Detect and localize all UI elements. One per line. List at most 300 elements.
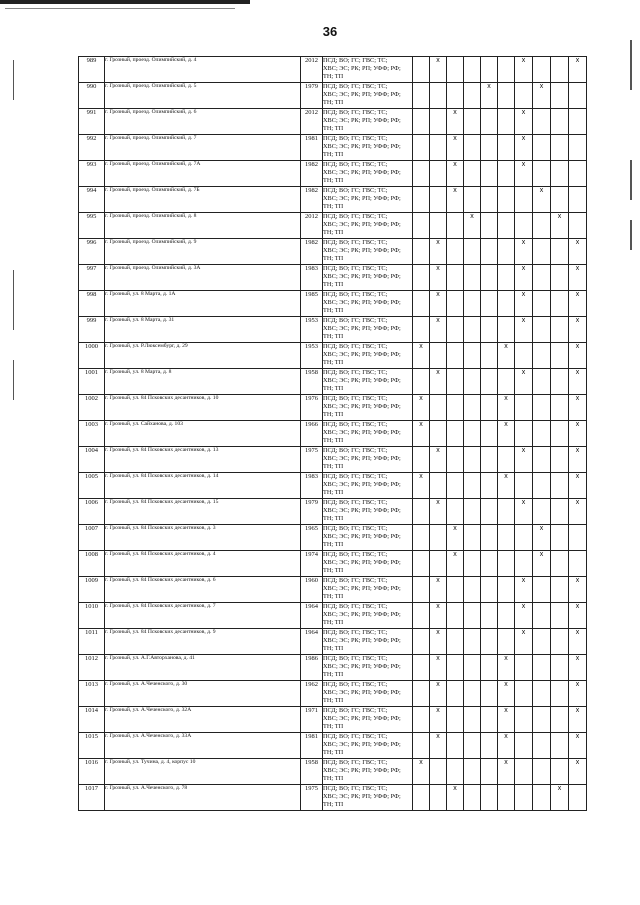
mark-cell: x: [498, 655, 515, 681]
mark-cell: [447, 759, 464, 785]
build-year: 1982: [301, 239, 323, 265]
mark-cell: [515, 759, 533, 785]
mark-cell: x: [515, 447, 533, 473]
mark-cell: [533, 499, 551, 525]
table-row: [79, 317, 587, 343]
table-body: [79, 57, 587, 811]
systems-line: ТН; ТП: [323, 723, 344, 731]
systems-line: ХВС; ЭС; РК; РП; УФФ; РФ;: [323, 65, 401, 73]
systems-line: ХВС; ЭС; РК; РП; УФФ; РФ;: [323, 143, 401, 151]
mark-cell: [447, 577, 464, 603]
systems-list: [323, 213, 413, 239]
systems-line: ТН; ТП: [323, 775, 344, 783]
mark-cell: x: [430, 239, 447, 265]
mark-cell: [551, 629, 569, 655]
systems-list: [323, 239, 413, 265]
mark-cell: [551, 239, 569, 265]
mark-cell: [551, 83, 569, 109]
systems-line: ХВС; ЭС; РК; РП; УФФ; РФ;: [323, 273, 401, 281]
mark-cell: [481, 655, 498, 681]
mark-cell: [498, 629, 515, 655]
build-year: 1964: [301, 603, 323, 629]
mark-cell: x: [413, 421, 430, 447]
systems-line: ПСД; ВО; ГС; ГВС; ТС;: [323, 733, 388, 740]
systems-list: [323, 83, 413, 109]
mark-cell: [533, 577, 551, 603]
mark-cell: x: [447, 551, 464, 577]
systems-list: [323, 343, 413, 369]
systems-line: ХВС; ЭС; РК; РП; УФФ; РФ;: [323, 455, 401, 463]
building-address: г. Грозный, проезд. Олимпийский, д. 5: [105, 83, 301, 109]
mark-cell: [430, 135, 447, 161]
mark-cell: [533, 655, 551, 681]
build-year: 1982: [301, 187, 323, 213]
mark-cell: [481, 785, 498, 811]
table-row: [79, 707, 587, 733]
systems-line: ПСД; ВО; ГС; ГВС; ТС;: [323, 369, 388, 376]
row-number: 1001: [79, 369, 105, 395]
mark-cell: [498, 109, 515, 135]
building-address: г. Грозный, ул. А.Чеченского, д. 33А: [105, 733, 301, 759]
mark-cell: [481, 577, 498, 603]
mark-cell: x: [447, 135, 464, 161]
systems-line: ХВС; ЭС; РК; РП; УФФ; РФ;: [323, 195, 401, 203]
systems-line: ПСД; ВО; ГС; ГВС; ТС;: [323, 213, 388, 220]
mark-cell: [481, 265, 498, 291]
mark-cell: [447, 733, 464, 759]
systems-line: ТН; ТП: [323, 99, 344, 107]
building-address: г. Грозный, проезд. Олимпийский, д. 8: [105, 213, 301, 239]
mark-cell: [464, 421, 481, 447]
mark-cell: x: [447, 525, 464, 551]
table-row: [79, 577, 587, 603]
mark-cell: [498, 213, 515, 239]
build-year: 2012: [301, 57, 323, 83]
mark-cell: [464, 707, 481, 733]
row-number: 1007: [79, 525, 105, 551]
row-number: 1011: [79, 629, 105, 655]
mark-cell: [569, 187, 587, 213]
scan-edge-mark: [630, 40, 632, 90]
mark-cell: [447, 395, 464, 421]
row-number: 1013: [79, 681, 105, 707]
housing-registry-table: [78, 56, 587, 811]
systems-list: [323, 629, 413, 655]
mark-cell: [447, 369, 464, 395]
mark-cell: [447, 239, 464, 265]
row-number: 1017: [79, 785, 105, 811]
mark-cell: [464, 681, 481, 707]
building-address: г. Грозный, проезд. Олимпийский, д. 3А: [105, 265, 301, 291]
mark-cell: [430, 473, 447, 499]
systems-line: ТН; ТП: [323, 307, 344, 315]
mark-cell: [551, 343, 569, 369]
mark-cell: [481, 57, 498, 83]
mark-cell: [551, 733, 569, 759]
build-year: 1986: [301, 655, 323, 681]
build-year: 1981: [301, 135, 323, 161]
mark-cell: x: [515, 161, 533, 187]
mark-cell: x: [533, 525, 551, 551]
systems-line: ПСД; ВО; ГС; ГВС; ТС;: [323, 551, 388, 558]
build-year: 1983: [301, 265, 323, 291]
scan-edge-mark: [13, 60, 14, 100]
systems-line: ПСД; ВО; ГС; ГВС; ТС;: [323, 239, 388, 246]
systems-list: [323, 603, 413, 629]
table-row: [79, 265, 587, 291]
systems-line: ПСД; ВО; ГС; ГВС; ТС;: [323, 161, 388, 168]
systems-line: ТН; ТП: [323, 567, 344, 575]
mark-cell: [533, 369, 551, 395]
mark-cell: [413, 681, 430, 707]
mark-cell: [569, 161, 587, 187]
mark-cell: [515, 551, 533, 577]
mark-cell: x: [569, 239, 587, 265]
mark-cell: [515, 343, 533, 369]
mark-cell: [498, 187, 515, 213]
mark-cell: x: [447, 161, 464, 187]
mark-cell: [464, 239, 481, 265]
mark-cell: [569, 525, 587, 551]
scan-edge-mark: [630, 160, 632, 200]
mark-cell: [413, 733, 430, 759]
mark-cell: x: [515, 265, 533, 291]
build-year: 1979: [301, 83, 323, 109]
row-number: 999: [79, 317, 105, 343]
mark-cell: x: [569, 265, 587, 291]
systems-line: ТН; ТП: [323, 489, 344, 497]
mark-cell: [498, 369, 515, 395]
mark-cell: [515, 187, 533, 213]
mark-cell: [464, 577, 481, 603]
table-row: [79, 291, 587, 317]
mark-cell: [464, 369, 481, 395]
mark-cell: x: [430, 447, 447, 473]
build-year: 1964: [301, 629, 323, 655]
systems-line: ПСД; ВО; ГС; ГВС; ТС;: [323, 291, 388, 298]
mark-cell: [481, 213, 498, 239]
mark-cell: x: [533, 551, 551, 577]
mark-cell: [430, 161, 447, 187]
systems-list: [323, 707, 413, 733]
mark-cell: [533, 733, 551, 759]
systems-line: ПСД; ВО; ГС; ГВС; ТС;: [323, 109, 388, 116]
mark-cell: [481, 109, 498, 135]
scan-top-border: [0, 0, 250, 4]
mark-cell: [464, 291, 481, 317]
mark-cell: x: [447, 109, 464, 135]
mark-cell: x: [551, 213, 569, 239]
mark-cell: x: [498, 759, 515, 785]
mark-cell: x: [569, 369, 587, 395]
mark-cell: [551, 551, 569, 577]
mark-cell: x: [569, 395, 587, 421]
mark-cell: x: [413, 343, 430, 369]
mark-cell: [447, 343, 464, 369]
mark-cell: [430, 83, 447, 109]
mark-cell: x: [430, 265, 447, 291]
mark-cell: [481, 525, 498, 551]
mark-cell: [464, 395, 481, 421]
mark-cell: x: [515, 603, 533, 629]
mark-cell: [464, 135, 481, 161]
build-year: 1958: [301, 369, 323, 395]
mark-cell: x: [515, 369, 533, 395]
row-number: 1016: [79, 759, 105, 785]
building-address: г. Грозный, проезд. Олимпийский, д. 7А: [105, 161, 301, 187]
mark-cell: [413, 187, 430, 213]
systems-list: [323, 681, 413, 707]
mark-cell: [533, 759, 551, 785]
systems-line: ХВС; ЭС; РК; РП; УФФ; РФ;: [323, 507, 401, 515]
systems-line: ПСД; ВО; ГС; ГВС; ТС;: [323, 317, 388, 324]
mark-cell: x: [569, 759, 587, 785]
systems-line: ТН; ТП: [323, 203, 344, 211]
building-address: г. Грозный, ул. 84 Псковских десантников, д. 9: [105, 629, 301, 655]
table-row: [79, 525, 587, 551]
systems-line: ПСД; ВО; ГС; ГВС; ТС;: [323, 421, 388, 428]
row-number: 1009: [79, 577, 105, 603]
build-year: 1975: [301, 785, 323, 811]
mark-cell: [569, 551, 587, 577]
systems-line: ХВС; ЭС; РК; РП; УФФ; РФ;: [323, 715, 401, 723]
mark-cell: x: [515, 629, 533, 655]
row-number: 1000: [79, 343, 105, 369]
scan-edge-mark: [13, 270, 14, 330]
mark-cell: [430, 213, 447, 239]
mark-cell: [447, 473, 464, 499]
mark-cell: [430, 343, 447, 369]
systems-list: [323, 135, 413, 161]
mark-cell: [464, 551, 481, 577]
mark-cell: x: [515, 291, 533, 317]
mark-cell: [551, 577, 569, 603]
mark-cell: x: [551, 785, 569, 811]
building-address: г. Грозный, проезд. Олимпийский, д. 4: [105, 57, 301, 83]
systems-line: ПСД; ВО; ГС; ГВС; ТС;: [323, 187, 388, 194]
mark-cell: [533, 291, 551, 317]
table-row: [79, 785, 587, 811]
build-year: 1971: [301, 707, 323, 733]
systems-line: ТН; ТП: [323, 73, 344, 81]
building-address: г. Грозный, ул. 84 Псковских десантников, д. 14: [105, 473, 301, 499]
mark-cell: [413, 317, 430, 343]
mark-cell: x: [569, 343, 587, 369]
mark-cell: [515, 395, 533, 421]
mark-cell: [481, 395, 498, 421]
mark-cell: x: [569, 317, 587, 343]
table-row: [79, 343, 587, 369]
mark-cell: x: [430, 681, 447, 707]
systems-line: ХВС; ЭС; РК; РП; УФФ; РФ;: [323, 403, 401, 411]
mark-cell: [515, 733, 533, 759]
mark-cell: x: [498, 395, 515, 421]
systems-line: ХВС; ЭС; РК; РП; УФФ; РФ;: [323, 767, 401, 775]
building-address: г. Грозный, ул. 8 Марта, д. 31: [105, 317, 301, 343]
building-address: г. Грозный, ул. 8 Марта, д. 8: [105, 369, 301, 395]
mark-cell: [551, 603, 569, 629]
mark-cell: x: [481, 83, 498, 109]
mark-cell: x: [515, 499, 533, 525]
row-number: 996: [79, 239, 105, 265]
mark-cell: [430, 759, 447, 785]
mark-cell: [533, 421, 551, 447]
systems-line: ПСД; ВО; ГС; ГВС; ТС;: [323, 707, 388, 714]
building-address: г. Грозный, ул. 84 Псковских десантников, д. 10: [105, 395, 301, 421]
mark-cell: [447, 629, 464, 655]
systems-list: [323, 447, 413, 473]
systems-line: ХВС; ЭС; РК; РП; УФФ; РФ;: [323, 637, 401, 645]
mark-cell: x: [515, 57, 533, 83]
mark-cell: [447, 447, 464, 473]
mark-cell: [533, 57, 551, 83]
mark-cell: x: [515, 135, 533, 161]
building-address: г. Грозный, ул. 84 Псковских десантников, д. 15: [105, 499, 301, 525]
row-number: 991: [79, 109, 105, 135]
building-address: г. Грозный, ул. А.Чеченского, д. 30: [105, 681, 301, 707]
mark-cell: [464, 317, 481, 343]
mark-cell: [413, 499, 430, 525]
mark-cell: [481, 291, 498, 317]
systems-line: ХВС; ЭС; РК; РП; УФФ; РФ;: [323, 221, 401, 229]
building-address: г. Грозный, ул. 84 Псковских десантников, д. 6: [105, 577, 301, 603]
mark-cell: x: [533, 83, 551, 109]
row-number: 995: [79, 213, 105, 239]
mark-cell: [464, 473, 481, 499]
mark-cell: [481, 681, 498, 707]
build-year: 1981: [301, 733, 323, 759]
mark-cell: [515, 213, 533, 239]
building-address: г. Грозный, ул. 84 Псковских десантников, д. 7: [105, 603, 301, 629]
systems-line: ТН; ТП: [323, 125, 344, 133]
build-year: 1953: [301, 317, 323, 343]
mark-cell: x: [430, 733, 447, 759]
building-address: г. Грозный, ул. А.Чеченского, д. 78: [105, 785, 301, 811]
mark-cell: [413, 135, 430, 161]
systems-line: ПСД; ВО; ГС; ГВС; ТС;: [323, 57, 388, 64]
systems-line: ПСД; ВО; ГС; ГВС; ТС;: [323, 577, 388, 584]
mark-cell: [481, 239, 498, 265]
building-address: г. Грозный, ул. А.Г.Авторханова, д. 41: [105, 655, 301, 681]
mark-cell: [447, 655, 464, 681]
mark-cell: [413, 265, 430, 291]
mark-cell: [551, 187, 569, 213]
mark-cell: [551, 447, 569, 473]
mark-cell: [481, 499, 498, 525]
mark-cell: [464, 343, 481, 369]
mark-cell: [551, 759, 569, 785]
mark-cell: [533, 317, 551, 343]
systems-line: ПСД; ВО; ГС; ГВС; ТС;: [323, 265, 388, 272]
systems-list: [323, 265, 413, 291]
mark-cell: [569, 83, 587, 109]
mark-cell: x: [464, 213, 481, 239]
mark-cell: [447, 265, 464, 291]
build-year: 1965: [301, 525, 323, 551]
mark-cell: x: [430, 655, 447, 681]
systems-line: ПСД; ВО; ГС; ГВС; ТС;: [323, 343, 388, 350]
mark-cell: x: [413, 759, 430, 785]
mark-cell: [447, 421, 464, 447]
mark-cell: [481, 473, 498, 499]
systems-line: ПСД; ВО; ГС; ГВС; ТС;: [323, 447, 388, 454]
mark-cell: [551, 317, 569, 343]
mark-cell: x: [515, 109, 533, 135]
mark-cell: x: [515, 577, 533, 603]
mark-cell: x: [498, 707, 515, 733]
mark-cell: [551, 265, 569, 291]
systems-line: ХВС; ЭС; РК; РП; УФФ; РФ;: [323, 247, 401, 255]
systems-line: ПСД; ВО; ГС; ГВС; ТС;: [323, 499, 388, 506]
mark-cell: [498, 239, 515, 265]
mark-cell: [569, 109, 587, 135]
mark-cell: [533, 109, 551, 135]
build-year: 1966: [301, 421, 323, 447]
systems-line: ТН; ТП: [323, 281, 344, 289]
systems-list: [323, 395, 413, 421]
mark-cell: [430, 395, 447, 421]
mark-cell: [551, 707, 569, 733]
building-address: г. Грозный, ул. А.Чеченского, д. 32А: [105, 707, 301, 733]
build-year: 1958: [301, 759, 323, 785]
systems-line: ПСД; ВО; ГС; ГВС; ТС;: [323, 395, 388, 402]
mark-cell: [481, 187, 498, 213]
mark-cell: [464, 499, 481, 525]
mark-cell: [430, 421, 447, 447]
mark-cell: x: [447, 785, 464, 811]
mark-cell: [481, 369, 498, 395]
systems-line: ПСД; ВО; ГС; ГВС; ТС;: [323, 603, 388, 610]
table-row: [79, 83, 587, 109]
mark-cell: x: [533, 187, 551, 213]
table-row: [79, 369, 587, 395]
systems-line: ХВС; ЭС; РК; РП; УФФ; РФ;: [323, 91, 401, 99]
mark-cell: x: [498, 473, 515, 499]
table-row: [79, 759, 587, 785]
systems-list: [323, 551, 413, 577]
mark-cell: [498, 265, 515, 291]
mark-cell: [447, 213, 464, 239]
mark-cell: [447, 707, 464, 733]
systems-line: ПСД; ВО; ГС; ГВС; ТС;: [323, 785, 388, 792]
row-number: 1005: [79, 473, 105, 499]
systems-line: ПСД; ВО; ГС; ГВС; ТС;: [323, 759, 388, 766]
mark-cell: [447, 57, 464, 83]
mark-cell: x: [569, 577, 587, 603]
mark-cell: [498, 577, 515, 603]
mark-cell: [498, 161, 515, 187]
mark-cell: [551, 57, 569, 83]
building-address: г. Грозный, проезд. Олимпийский, д. 6: [105, 109, 301, 135]
build-year: 1976: [301, 395, 323, 421]
mark-cell: [430, 187, 447, 213]
systems-line: ХВС; ЭС; РК; РП; УФФ; РФ;: [323, 377, 401, 385]
mark-cell: [430, 109, 447, 135]
building-address: г. Грозный, проезд. Олимпийский, д. 9: [105, 239, 301, 265]
systems-list: [323, 473, 413, 499]
mark-cell: [447, 317, 464, 343]
mark-cell: [413, 577, 430, 603]
mark-cell: [481, 629, 498, 655]
mark-cell: [551, 109, 569, 135]
row-number: 1012: [79, 655, 105, 681]
systems-list: [323, 317, 413, 343]
systems-list: [323, 161, 413, 187]
mark-cell: [551, 421, 569, 447]
mark-cell: [413, 369, 430, 395]
build-year: 1974: [301, 551, 323, 577]
systems-line: ХВС; ЭС; РК; РП; УФФ; РФ;: [323, 559, 401, 567]
